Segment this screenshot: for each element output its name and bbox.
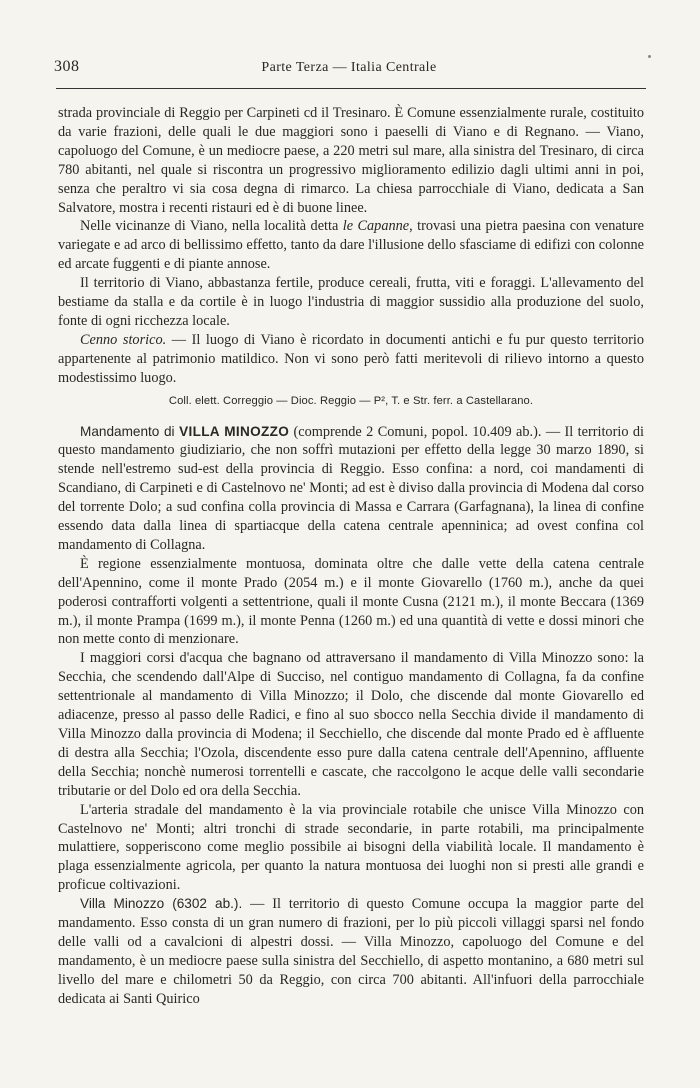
paragraph-mountains: È regione essenzialmente montuosa, dominata oltre che dalle vette della catena centrale dell'Apennino, come il monte Prado (2054 m.) e il monte Giovarello (1760 m.), anche da quei poderosi contrafforti volgenti a settentrione, quali il monte Cusna (2121 m.), il monte Beccara (1369 m.), il monte Prampa (1699 m.), il monte Penna (1260 m.) ed una quantità di vette e dossi minori che non mette conto di menzionare. xyxy=(58,555,644,648)
page-number: 308 xyxy=(54,58,80,75)
paragraph-text: — Il territorio di questo mandamento giudiziario, che non soffrì mutazioni per effetto della legge 30 marzo 1890, si stende nell'estremo sud-est della provincia di Reggio. Esso confina: a nord, coi mandamenti di Scandiano, di Carpineti e di Castelnovo ne' Monti; ad est è diviso dalla provincia di Modena dal corso del torrente Dolo; a sud confina colla provincia di Massa e Carrara (Garfagnana), la linea di confine essendo data dalla linea di spartiacque della catena centrale apenninica; ad ovest confina col mandamento di Collagna. xyxy=(58,423,644,553)
electoral-info-line: Coll. elett. Correggio — Dioc. Reggio — P², T. e Str. ferr. a Castellarano. xyxy=(168,394,534,407)
header-rule xyxy=(56,88,646,89)
paragraph-historical-note xyxy=(58,331,644,388)
running-header xyxy=(54,58,644,80)
paragraph-text: , trovasi una pietra paesina con venature variegate e ad arco di bellissimo effetto, tanto da dare l'illusione dello sfasciame di edifizi con colonne ed arcate fuggenti e di piante annose. xyxy=(58,218,644,273)
page-body xyxy=(58,104,644,1009)
paragraph-comune-villa-minozzo xyxy=(58,895,644,1008)
section-heading-prefix: Mandamento di xyxy=(80,423,180,439)
historical-note-label: Cenno storico. xyxy=(80,331,167,348)
paragraph-roads: L'arteria stradale del mandamento è la via provinciale rotabile che unisce Villa Minozzo con Castelnovo ne' Monti; altri tronchi di strade secondarie, in parte rotabili, ma principalmente mulattiere, sopperiscono come meglio possibile ai bisogni della viabilità locale. Il mandamento è plaga essenzialmente agricola, per quanto la natura montuosa dei luoghi non si presti alle grandi e proficue coltivazioni. xyxy=(58,801,644,894)
place-name-italic: le Capanne xyxy=(342,218,410,235)
print-speck xyxy=(648,55,651,58)
running-title: Parte Terza — Italia Centrale xyxy=(261,60,437,75)
paragraph-text: — Il territorio di questo Comune occupa la maggior parte del mandamento. Esso consta di un gran numero di frazioni, per lo più piccoli villaggi sparsi nel fondo delle valli od a cavalcioni di alpestri dossi. — Villa Minozzo, capoluogo del Comune e del mandamento, è un mediocre paese sulla sinistra del Secchiello, di aspetto montanino, a 680 metri sul livello del mare e chilometri 50 da Reggio, con circa 700 abitanti. All'infuori della parrocchiale dedicata ai Santi Quirico xyxy=(58,896,645,1007)
paragraph-capanne xyxy=(58,217,644,274)
section-heading-name: VILLA MINOZZO xyxy=(179,423,290,439)
paragraph-territory: Il territorio di Viano, abbastanza fertile, produce cereali, frutta, viti e foraggi. L'allevamento del bestiame da stalla e da cortile è in luogo l'industria di maggior sussidio alla produzione del suolo, fonte di ogni ricchezza locale. xyxy=(58,275,644,329)
paragraph-text: — Il luogo di Viano è ricordato in documenti antichi e fu pur questo territorio appartenente al patrimonio matildico. Non vi sono però fatti meritevoli di rilievo intorno a questo modestissimo luogo. xyxy=(58,331,644,386)
paragraph-text: Nelle vicinanze di Viano, nella località detta xyxy=(80,218,343,235)
section-heading-details: (comprende 2 Comuni, popol. 10.409 ab.). xyxy=(289,423,542,440)
paragraph-rivers: I maggiori corsi d'acqua che bagnano od attraversano il mandamento di Villa Minozzo sono: la Secchia, che scendendo dall'Alpe di Succiso, nel contiguo mandamento di Collagna, fa da confine settentrionale al mandamento di Villa Minozzo; il Dolo, che discende dal monte Giovarello ed adiacenze, presso al passo delle Radici, e fino al suo sbocco nella Secchia divide il mandamento di Villa Minozzo dalla provincia di Modena; il Secchiello, che discende dal monte Prado ed è affluente di destra alla Secchia; l'Ozola, discendente esso pure dalla catena centrale dell'Apennino, affluente della Secchia; nonchè numerosi torrentelli e cascate, che raccolgono le acque delle valli secondarie tributarie or del Dolo ed ora della Secchia. xyxy=(58,650,644,799)
paragraph-mandamento-villa-minozzo xyxy=(58,423,644,555)
comune-heading: Villa Minozzo (6302 ab.). xyxy=(80,896,243,912)
paragraph-viano-continued: strada provinciale di Reggio per Carpineti cd il Tresinaro. È Comune essenzialmente rurale, costituito da varie frazioni, delle quali le due maggiori sono i paeselli di Viano e di Regnano. — Viano, capoluogo del Comune, è un mediocre paese, a 220 metri sul mare, alla sinistra del Tresinaro, di circa 780 abitanti, nel quale si riscontra un progressivo miglioramento edilizio dagli ultimi anni in poi, senza che peraltro vi sia cosa degna di rimarco. La chiesa parrocchiale di Viano, dedicata a San Salvatore, mostra i recenti ristauri ed è di buone linee. xyxy=(58,105,644,216)
